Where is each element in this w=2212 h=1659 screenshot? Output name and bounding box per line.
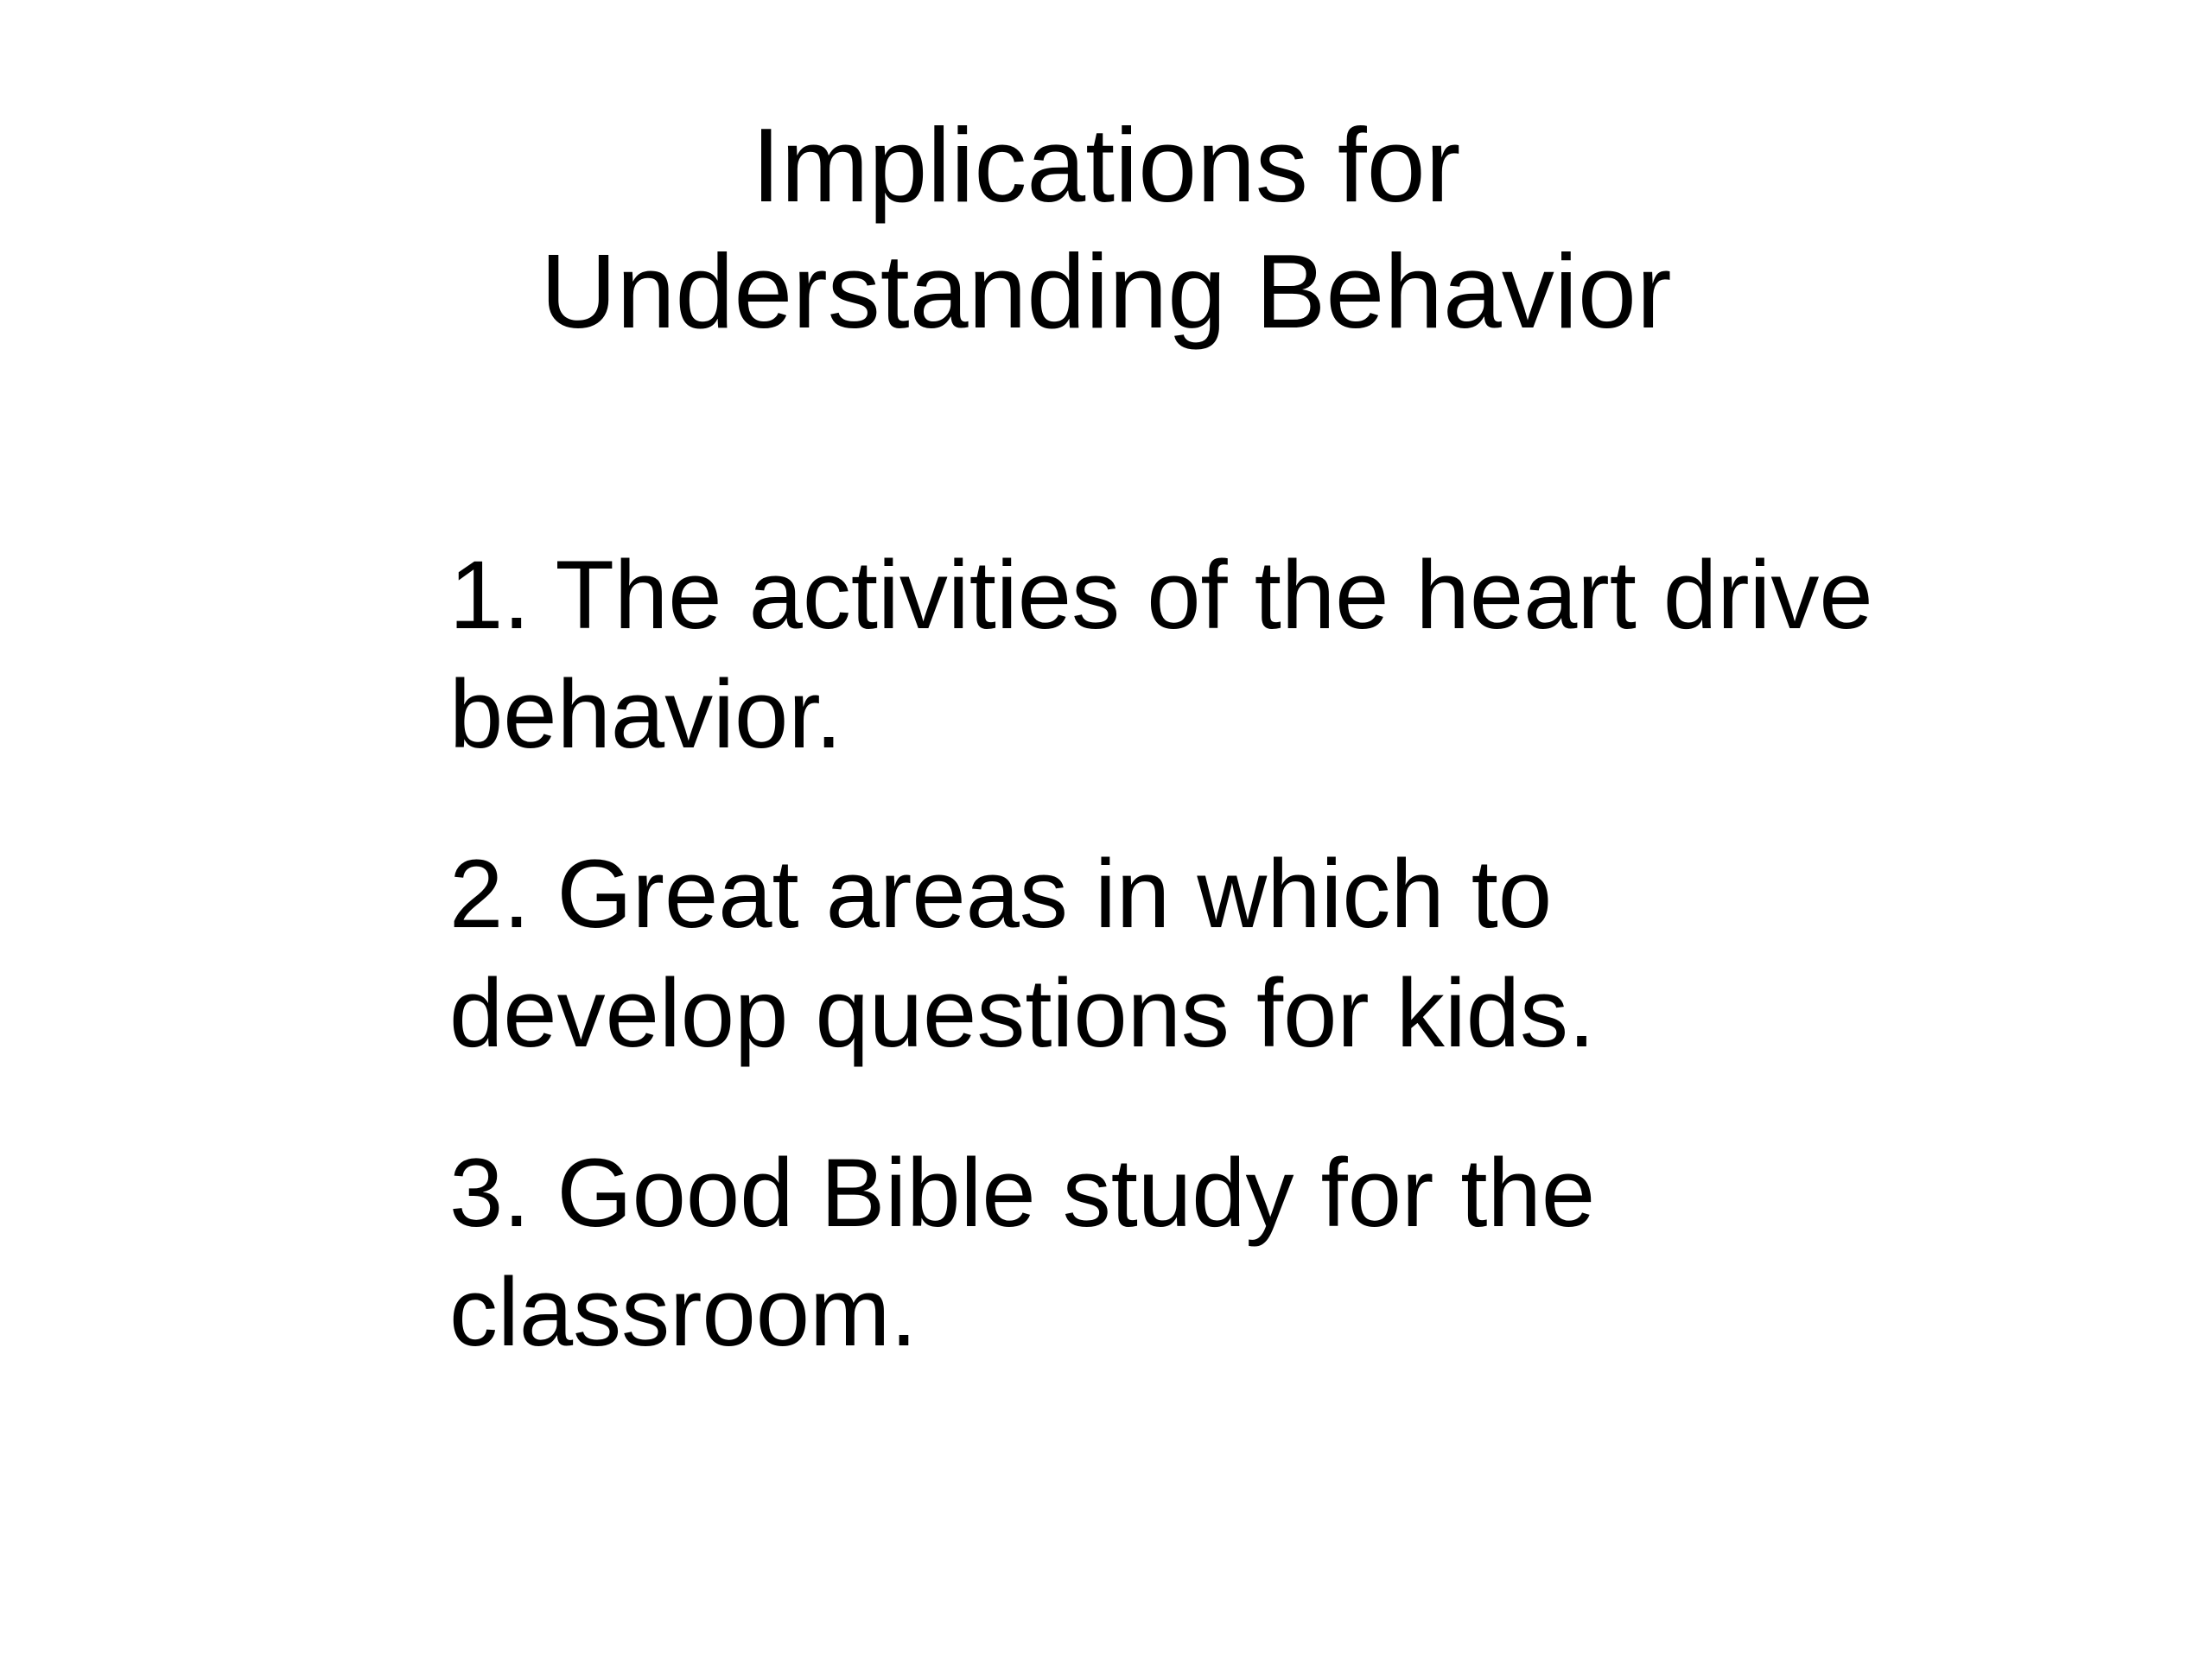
title-line-2: Understanding Behavior xyxy=(540,232,1672,350)
title-line-1: Implications for xyxy=(751,106,1461,224)
slide-title xyxy=(0,102,2212,354)
list-item: 3. Good Bible study for the classroom. xyxy=(449,1139,1596,1366)
numbered-list xyxy=(449,536,2091,1433)
list-item: 1. The activities of the heart drive behavior. xyxy=(449,541,1873,768)
list-item: 2. Great areas in which to develop questions for kids. xyxy=(449,840,1596,1067)
